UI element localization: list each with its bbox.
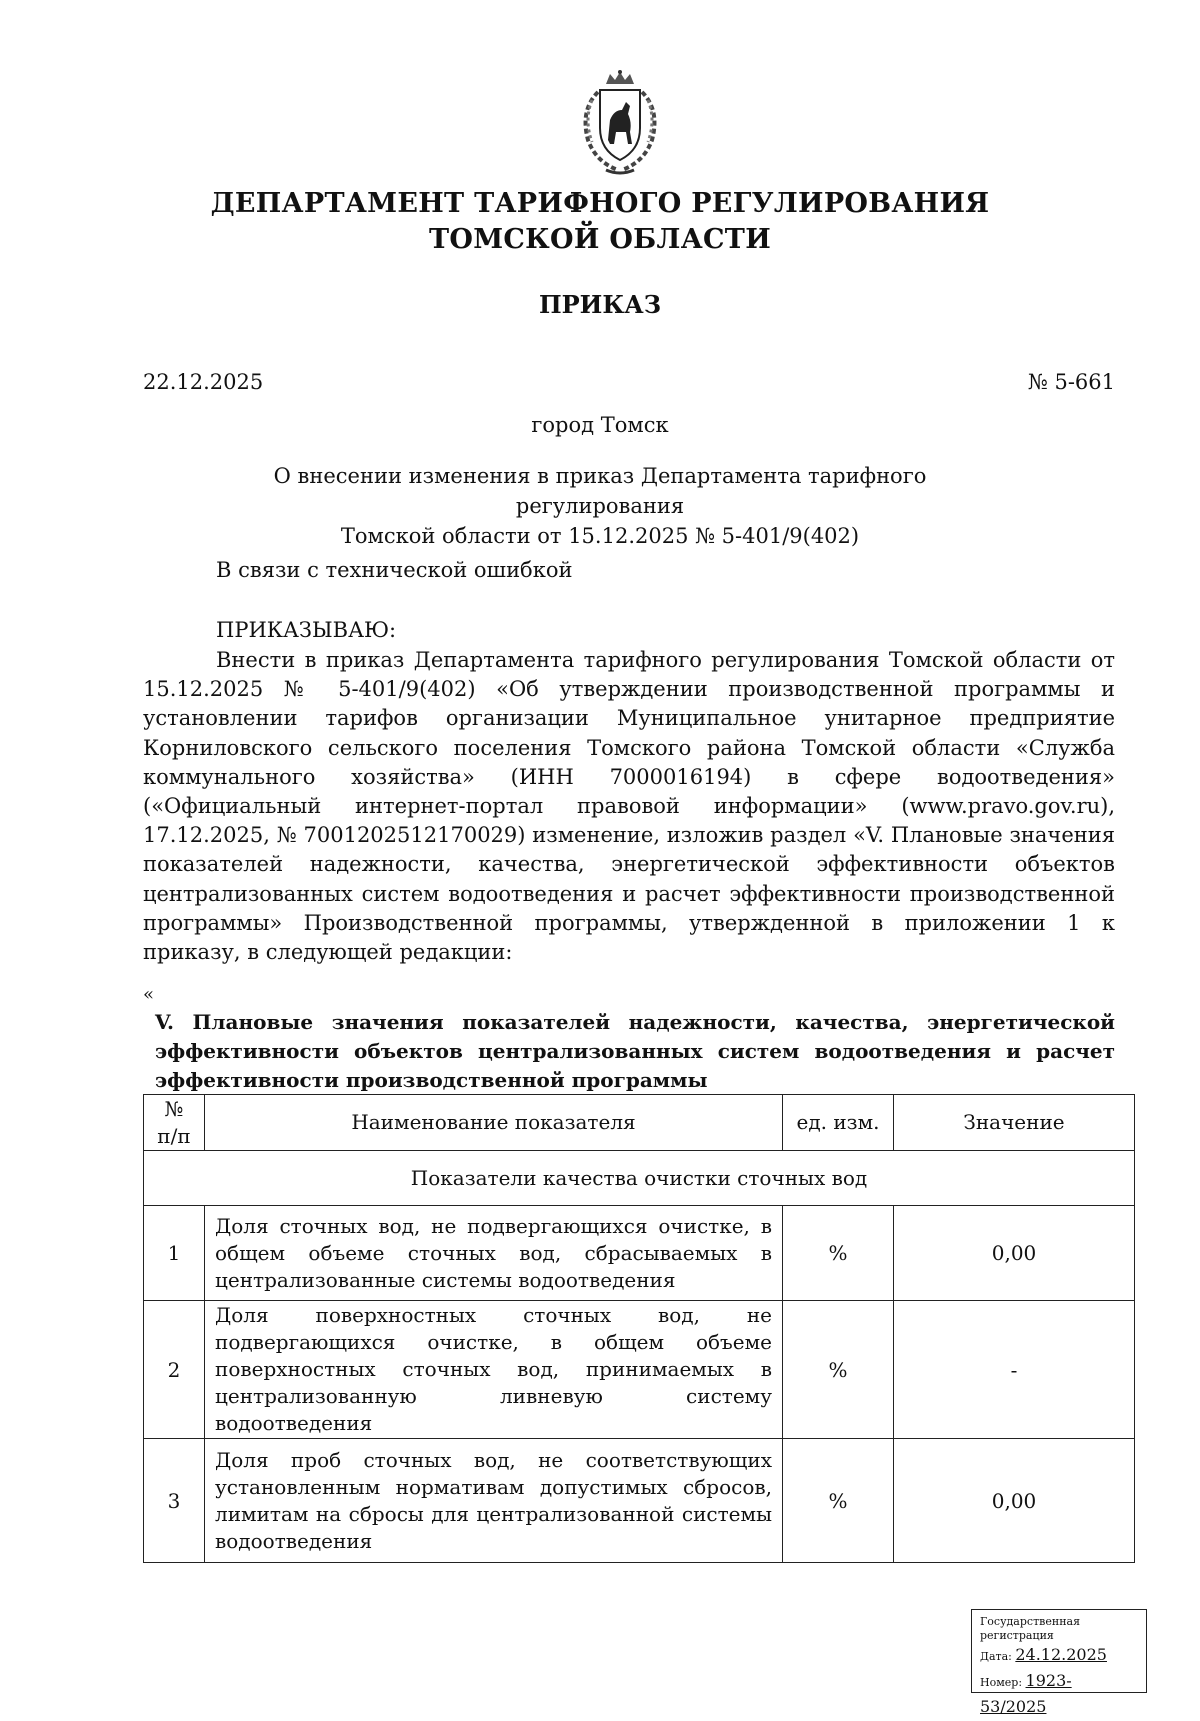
stamp-date-line	[980, 1643, 1138, 1669]
stamp-title: Государственная регистрация	[980, 1615, 1081, 1642]
header-num: № п/п	[144, 1095, 205, 1151]
decree-word: ПРИКАЗЫВАЮ:	[216, 618, 397, 642]
table-row	[144, 1206, 1135, 1301]
department-line2: ТОМСКОЙ ОБЛАСТИ	[428, 224, 772, 255]
stamp-date-label: Дата:	[980, 1650, 1012, 1663]
row-value: -	[894, 1301, 1135, 1439]
header-name: Наименование показателя	[205, 1095, 783, 1151]
registration-stamp	[971, 1609, 1147, 1716]
row-name: Доля поверхностных сточных вод, не подвергающихся очистке, в общем объеме поверхностных сточных вод, принимаемых в централизованную ливневую систему водоотведения	[205, 1301, 783, 1439]
stamp-number-value: 1923-53/2025	[980, 1671, 1072, 1716]
department-line1: ДЕПАРТАМЕНТ ТАРИФНОГО РЕГУЛИРОВАНИЯ	[210, 188, 990, 219]
stamp-number-label: Номер:	[980, 1676, 1023, 1689]
table-row	[144, 1301, 1135, 1439]
body-paragraph: Внести в приказ Департамента тарифного регулирования Томской области от 15.12.2025 № 5-401/9(402) «Об утверждении производственной программы и установлении тарифов организации Муниципальное унитарное предприятие Корниловского сельского поселения Томского района Томской области «Служба коммунального хозяйства» (ИНН 7000016194) в сфере водоотведения» («Официальный интернет-портал правовой информации» (www.pravo.gov.ru), 17.12.2025, № 7001202512170029) изменение, изложив раздел «V. Плановые значения показателей надежности, качества, энергетической эффективности объектов централизованных систем водоотведения и расчет эффективности производственной программы» Производственной программы, утвержденной в приложении 1 к приказу, в следующей редакции:	[143, 648, 1115, 965]
row-unit: %	[783, 1206, 894, 1301]
stamp-date-value: 24.12.2025	[1015, 1645, 1107, 1664]
row-name: Доля сточных вод, не подвергающихся очистке, в общем объеме сточных вод, сбрасываемых в централизованные системы водоотведения	[205, 1206, 783, 1301]
table-header-row	[144, 1095, 1135, 1151]
reason-text: В связи с технической ошибкой	[216, 558, 573, 582]
row-num: 2	[144, 1301, 205, 1439]
order-number: № 5-661	[1027, 370, 1115, 394]
subject-line1: О внесении изменения в приказ Департамента тарифного регулирования	[273, 464, 927, 518]
department-name	[160, 186, 1040, 258]
order-date: 22.12.2025	[143, 370, 264, 394]
row-value: 0,00	[894, 1439, 1135, 1563]
header-unit: ед. изм.	[783, 1095, 894, 1151]
coat-of-arms-icon	[570, 70, 670, 178]
row-value: 0,00	[894, 1206, 1135, 1301]
stamp-number-line	[980, 1669, 1138, 1721]
row-name: Доля проб сточных вод, не соответствующих установленным нормативам допустимых сбросов, лимитам на сбросы для централизованной системы водоотведения	[205, 1439, 783, 1563]
group-title: Показатели качества очистки сточных вод	[144, 1151, 1135, 1206]
row-num: 3	[144, 1439, 205, 1563]
row-unit: %	[783, 1439, 894, 1563]
table-group-row	[144, 1151, 1135, 1206]
order-subject	[230, 461, 970, 551]
opening-quote: «	[143, 984, 155, 1005]
doc-type-title: ПРИКАЗ	[538, 290, 662, 319]
subject-line2: Томской области от 15.12.2025 № 5-401/9(402)	[340, 524, 860, 548]
row-num: 1	[144, 1206, 205, 1301]
order-city: город Томск	[531, 413, 669, 437]
table-row	[144, 1439, 1135, 1563]
section-title: V. Плановые значения показателей надежности, качества, энергетической эффективности объектов централизованных систем водоотведения и расчет эффективности производственной программы	[155, 1010, 1115, 1092]
indicators-table	[143, 1094, 1135, 1563]
row-unit: %	[783, 1301, 894, 1439]
header-value: Значение	[894, 1095, 1135, 1151]
